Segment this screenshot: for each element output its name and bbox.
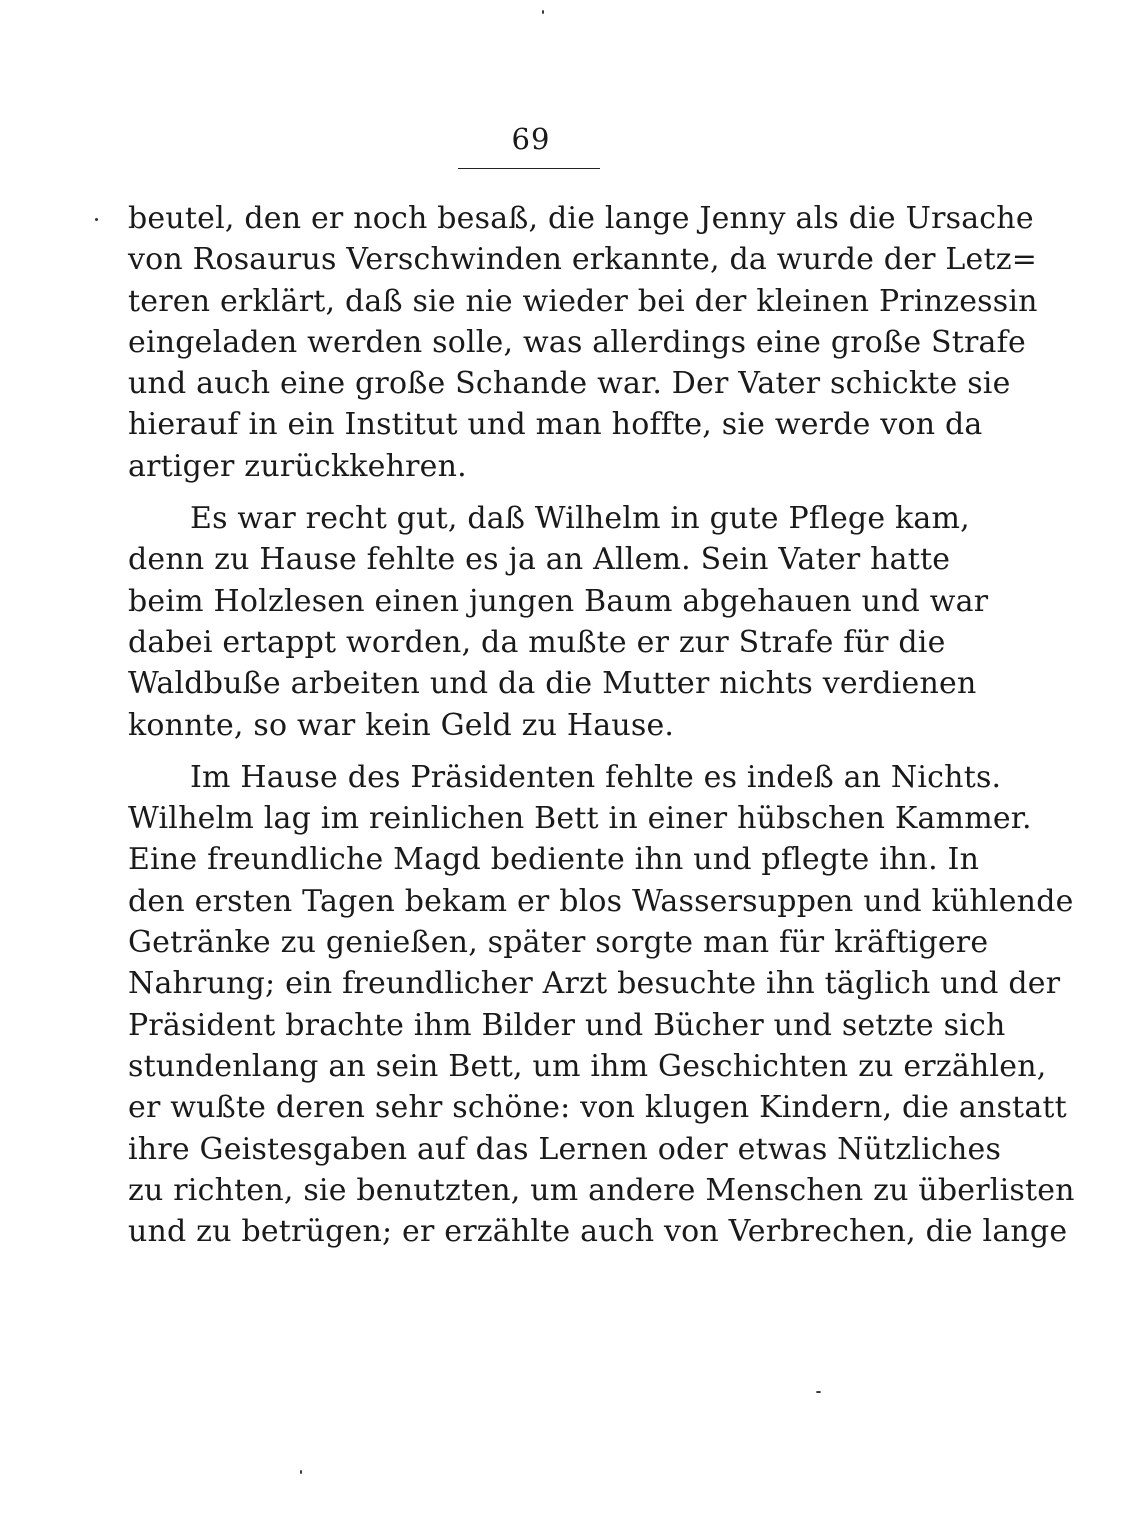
text-line: Wilhelm lag im reinlichen Bett in einer hübschen Kammer. xyxy=(128,801,1032,837)
scan-speck xyxy=(300,1470,302,1474)
paragraph xyxy=(128,198,1038,487)
text-line: Es war recht gut, daß Wilhelm in gute Pflege kam, xyxy=(190,501,970,537)
text-line: teren erklärt, daß sie nie wieder bei der kleinen Prinzessin xyxy=(128,283,1038,319)
text-line: denn zu Hause fehlte es ja an Allem. Sein Vater hatte xyxy=(128,542,951,578)
text-line: Eine freundliche Magd bediente ihn und pflegte ihn. In xyxy=(128,842,980,878)
header-rule xyxy=(458,168,600,169)
scan-speck xyxy=(816,1391,821,1393)
text-line: Präsident brachte ihm Bilder und Bücher und setzte sich xyxy=(128,1007,1006,1043)
paragraph xyxy=(128,498,989,746)
text-line: Im Hause des Präsidenten fehlte es indeß an Nichts. xyxy=(190,759,1002,795)
text-line: den ersten Tagen bekam er blos Wassersuppen und kühlende xyxy=(128,883,1074,919)
paragraph xyxy=(128,757,1075,1253)
text-line: ihre Geistesgaben auf das Lernen oder etwas Nützliches xyxy=(128,1131,1002,1167)
scan-speck xyxy=(95,218,98,221)
text-line: artiger zurückkehren. xyxy=(128,448,467,484)
text-line: eingeladen werden solle, was allerdings eine große Strafe xyxy=(128,324,1026,360)
text-line: Getränke zu genießen, später sorgte man für kräftigere xyxy=(128,925,989,961)
text-line: beutel, den er noch besaß, die lange Jenny als die Ursache xyxy=(128,201,1034,236)
text-line: zu richten, sie benutzten, um andere Menschen zu überlisten xyxy=(128,1172,1075,1208)
text-line: beim Holzlesen einen jungen Baum abgehauen und war xyxy=(128,583,989,619)
text-line: stundenlang an sein Bett, um ihm Geschichten zu erzählen, xyxy=(128,1048,1047,1084)
page-number: 69 xyxy=(511,122,551,156)
text-line: und zu betrügen; er erzählte auch von Verbrechen, die lange xyxy=(128,1214,1068,1250)
text-line: von Rosaurus Verschwinden erkannte, da wurde der Letz= xyxy=(128,242,1038,278)
text-line: hierauf in ein Institut und man hoffte, sie werde von da xyxy=(128,407,983,443)
text-line: Waldbuße arbeiten und da die Mutter nichts verdienen xyxy=(128,666,977,702)
text-line: und auch eine große Schande war. Der Vater schickte sie xyxy=(128,366,1011,402)
text-line: dabei ertappt worden, da mußte er zur Strafe für die xyxy=(128,624,946,660)
body-text xyxy=(128,198,1075,1263)
text-line: er wußte deren sehr schöne: von klugen Kindern, die anstatt xyxy=(128,1090,1067,1126)
text-line: konnte, so war kein Geld zu Hause. xyxy=(128,707,675,743)
text-line: Nahrung; ein freundlicher Arzt besuchte ihn täglich und der xyxy=(128,966,1061,1002)
scan-speck xyxy=(542,10,544,14)
